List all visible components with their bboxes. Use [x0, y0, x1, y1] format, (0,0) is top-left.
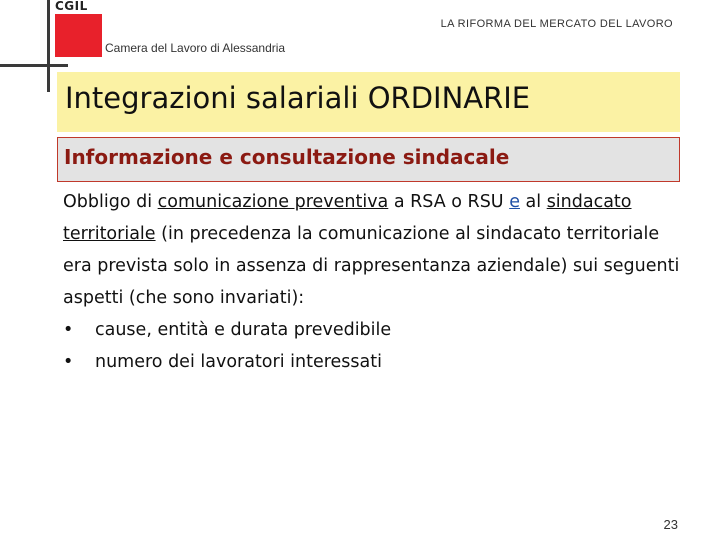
bullet-item: [63, 314, 683, 346]
decorative-vertical-line: [47, 0, 50, 92]
body-text-segment: a RSA o RSU: [388, 192, 510, 212]
cgil-logo: [55, 0, 102, 57]
hyperlink-e[interactable]: e: [509, 192, 520, 212]
body-text-segment: (in precedenza la comunicazione al sindacato territoriale era prevista solo in assenza di rappresentanza aziendale) sui seguenti aspetti (che sono invariati):: [63, 224, 680, 308]
bullet-text: numero dei lavoratori interessati: [95, 352, 382, 372]
underlined-term-comunicazione-preventiva: comunicazione preventiva: [157, 192, 389, 212]
body-text-segment: al: [519, 192, 547, 212]
logo-text: CGIL: [55, 0, 88, 13]
decorative-horizontal-line: [0, 64, 68, 67]
bullet-icon: •: [63, 352, 74, 372]
header-topic: LA RIFORMA DEL MERCATO DEL LAVORO: [440, 18, 673, 30]
underlined-term-sindacato-territoriale: sindacato territoriale: [63, 192, 632, 244]
bullet-text: cause, entità e durata prevedibile: [95, 320, 392, 340]
bullet-icon: •: [63, 320, 74, 340]
logo-red-block: [55, 14, 102, 57]
slide-body: [63, 186, 683, 378]
slide-subtitle: Informazione e consultazione sindacale: [64, 145, 510, 169]
organization-name: Camera del Lavoro di Alessandria: [105, 41, 286, 55]
slide-title: Integrazioni salariali ORDINARIE: [65, 81, 531, 115]
title-bar: [57, 72, 680, 132]
body-text-segment: Obbligo di: [63, 192, 158, 212]
bullet-item: [63, 346, 683, 378]
page-number: 23: [663, 517, 678, 532]
subtitle-box: [57, 137, 680, 182]
